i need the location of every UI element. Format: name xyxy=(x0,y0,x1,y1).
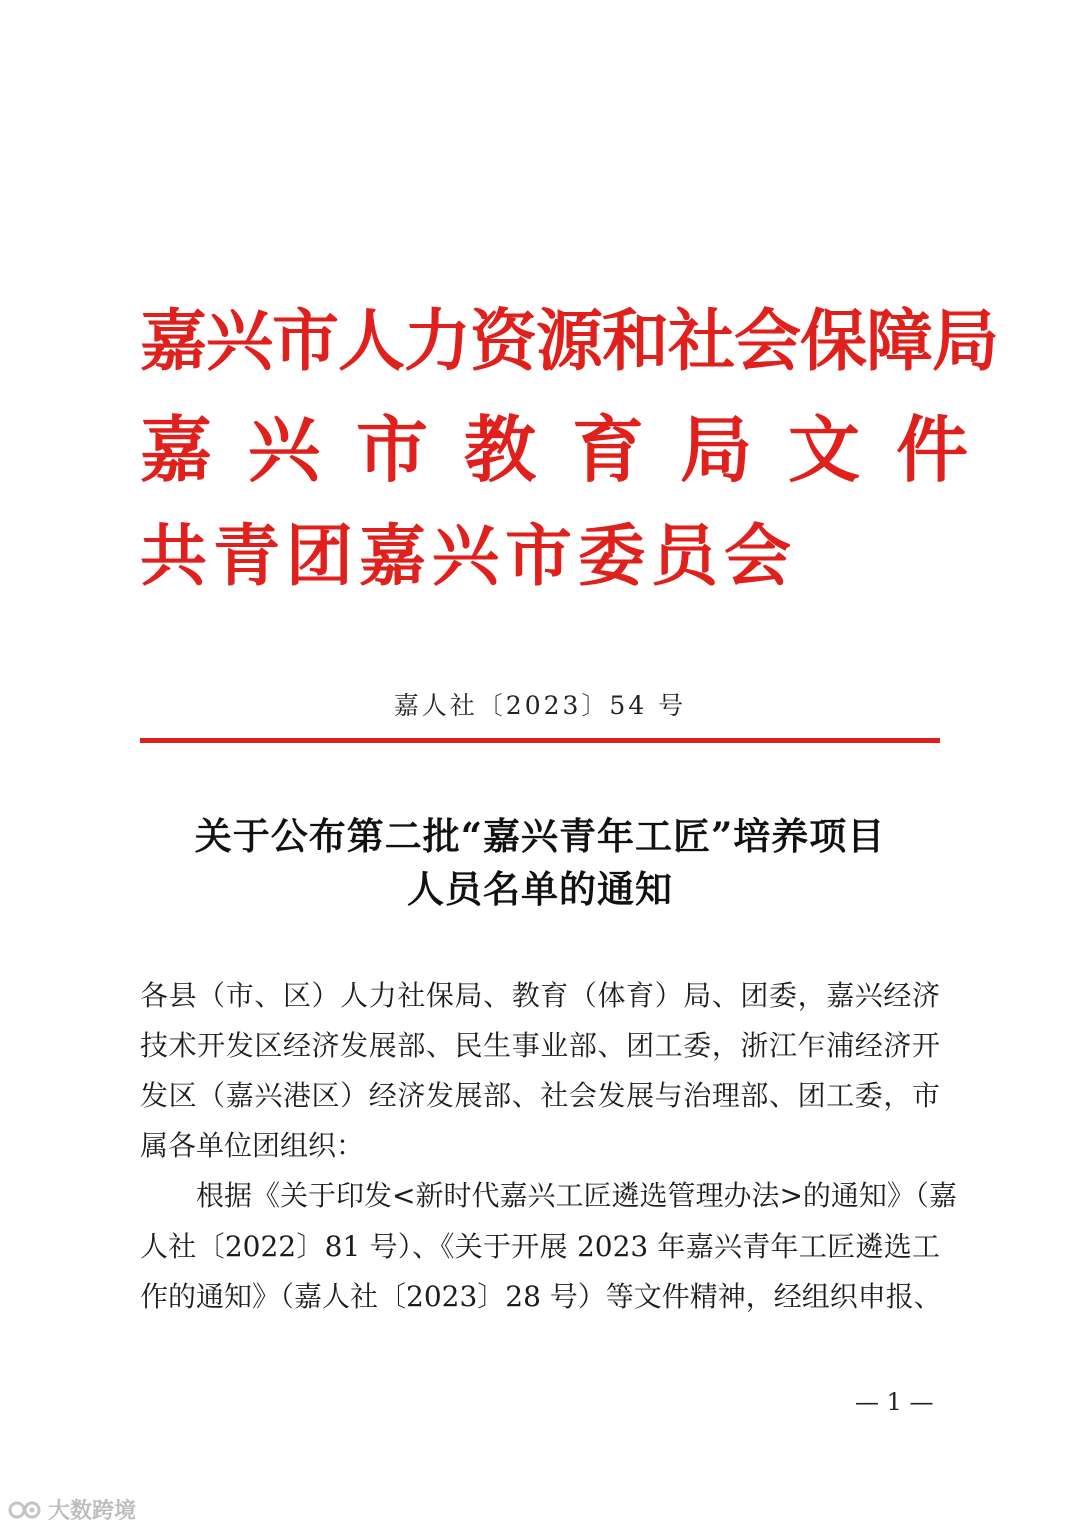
document-number: 嘉人社〔2023〕54 号 xyxy=(393,691,687,720)
watermark-text: 大数跨境 xyxy=(48,1499,137,1524)
body-line: 各县（市、区）人力社保局、教育（体育）局、团委，嘉兴经济 xyxy=(140,979,940,1012)
body-line: 发区（嘉兴港区）经济发展部、社会发展与治理部、团工委，市 xyxy=(140,1079,940,1112)
issuer-header-line-2: 嘉兴市教育局文件 xyxy=(140,407,1005,492)
issuer-header-line-3: 共青团嘉兴市委员会 xyxy=(140,516,797,595)
body-line: 根据《关于印发<新时代嘉兴工匠遴选管理办法>的通知》（嘉 xyxy=(196,1179,957,1212)
body-line: 作的通知》（嘉人社〔2023〕28 号）等文件精神，经组织申报、 xyxy=(140,1280,942,1313)
notice-title-line-1: 关于公布第二批“嘉兴青年工匠”培养项目 xyxy=(194,814,886,858)
body-line: 属各单位团组织： xyxy=(140,1129,365,1162)
issuer-header-line-1: 嘉兴市人力资源和社会保障局 xyxy=(140,301,998,380)
page-number: — 1 — xyxy=(855,1388,934,1416)
watermark xyxy=(8,1494,136,1525)
brand-logo-icon xyxy=(8,1498,44,1522)
red-divider xyxy=(140,738,940,743)
body-line: 人社〔2022〕81 号）、《关于开展 2023 年嘉兴青年工匠遴选工 xyxy=(140,1230,940,1263)
body-line: 技术开发区经济发展部、民生事业部、团工委，浙江乍浦经济开 xyxy=(140,1029,940,1062)
notice-title-line-2: 人员名单的通知 xyxy=(407,867,673,911)
